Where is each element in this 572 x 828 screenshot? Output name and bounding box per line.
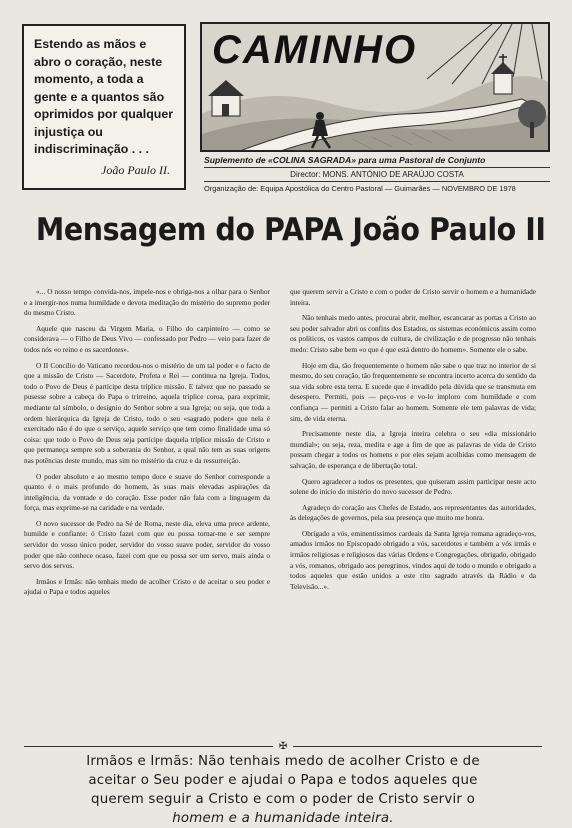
paragraph: Aquele que nasceu da Virgem Maria, o Filho do carpinteiro — como se considerava — o Filho de Deus Vivo — confessado por Pedro — veio para fazer de todos nós «o reino e os sacerdotes».: [24, 323, 270, 354]
paragraph: Não tenhais medo antes, procurai abrir, melhor, escancarar as portas a Cristo ao seu poder salvador abri os confins dos Estados, os sistemas económicos assim como os políticos, os vastos campos de cultura, de civilização e de progresso não tenhais medo: Cristo sabe bem «o que é que está dentro do homem». Somente ele o sabe.: [290, 313, 536, 354]
paragraph: Obrigado a vós, eminentíssimos cardeais da Santa Igreja romana agradeço-vos, amados irmãos no Episcopado obrigado a vós, sacerdotes e também a vós irmãs e irmãos religiosas e religiosos das várias Ordens e Congregações, obrigado, obrigado a vós, romanos, obrigado aos peregrinos, vindos aqui de todo o mundo e obrigado a todos aqueles que estão unidos a este rito sagrado através da Rádio e da Televisão...».: [290, 528, 537, 591]
article-column-1: [24, 287, 270, 603]
paragraph: Hoje em dia, tão frequentemente o homem não sabe o que traz no interior de si mesmo, do seu coração, tão frequentemente se encontra incerto acerca do sentido da sua vida sobre esta terra. E sucede que é invadido pela dúvida que se transmuta em desespero. Permiti, pois — peço-vos e vo-lo imploro com humildade e com confiança — permiti a Cristo falar ao homem. Somente ele tem palavras de vida; sim, de vida eterna.: [290, 360, 536, 423]
paragraph: O poder absoluto e ao mesmo tempo doce e suave do Senhor corresponde a quanto é o mais profundo do homem, às suas mais elevadas aspirações da inteligência, da vontade e do coração. Esse poder não fala com a linguagem da força, mas exprime-se na caridade e na verdade.: [24, 471, 270, 513]
masthead: [200, 22, 550, 152]
paragraph: que querem servir a Cristo e com o poder de Cristo servir o homem e a humanidade inteira.: [290, 287, 536, 307]
pope-quote-box: [22, 24, 186, 190]
pull-quote-line: querem seguir a Cristo e com o poder de Cristo servir o: [91, 792, 475, 807]
paragraph: O II Concílio do Vaticano recordou-nos o mistério de um tal poder e o facto de que a missão de Cristo — Sacerdote, Profeta e Rei — continua na Igreja. Todos, todo o Povo de Deus é partícipe desta tríplice missão. E talvez que no passado se pusesse sobre a cabeça do Papa o trirreino, aquela tríplice coroa, para exprimir, mediante tal símbolo, o desígnio do Senhor sobre a sua Igreja; ou seja, que toda a ordem hierárquica da Igreja de Cristo, todo o seu «sagrado poder» que nela é exercitado não é do que o serviço, aquele serviço que tem como finalidade uma só coisa: que todo o Povo de Deus seja partícipe daquela tríplice missão de Cristo e que permaneça sempre sob a soberania do Senhor, a qual não tem as suas origens nas potências deste mundo, mas sim no mistério da cruz e da ressurreição.: [24, 360, 270, 465]
director-line: Director: MONS. ANTÓNIO DE ARAÚJO COSTA: [290, 170, 464, 179]
supplement-line: Suplemento de «COLINA SAGRADA» para uma Pastoral de Conjunto: [204, 155, 486, 165]
pull-quote-line: aceitar o Seu poder e ajudai o Papa e todos aqueles que: [88, 773, 478, 788]
paragraph: Quero agradecer a todos os presentes, que quiseram assim participar neste acto solene do início do mistério do novo sucessor de Pedro.: [290, 476, 536, 497]
paragraph: Agradeço do coração aos Chefes de Estado, aos representantes das autoridades, às delegações de governos, pela sua presença que muito me honra.: [290, 502, 536, 523]
section-divider: [24, 741, 542, 752]
headline: Mensagem do PAPA João Paulo II: [35, 212, 546, 248]
masthead-title: CAMINHO: [212, 28, 418, 72]
paragraph: O novo sucessor de Pedro na Sé de Roma, neste dia, eleva uma prece ardente, humilde e confiante: ó Cristo fazei com que eu possa tornar-me e ser sempre servidor do vosso único poder, servidor do vosso suave poder, servidor do vosso poder que não conhece ocaso, fazei com que eu possa ser um servo, mais ainda o servo dos servos.: [24, 518, 270, 571]
organization-line: Organização de: Equipa Apostólica do Centro Pastoral — Guimarães — NOVEMBRO DE 1978: [204, 184, 516, 193]
paragraph: Irmãos e Irmãs: não tenhais medo de acolher Cristo e de aceitar o seu poder e ajudai o Papa e todos aqueles: [24, 576, 270, 597]
pull-quote: [18, 752, 548, 828]
paragraph: «... O nosso tempo convida-nos, impele-nos e obriga-nos a olhar para o Senhor e a imergir-nos numa humildade e devota meditação do mistério do supremo poder do mesmo Cristo.: [24, 287, 270, 318]
rule: [204, 181, 550, 182]
cross-icon: ✠: [278, 741, 288, 752]
pope-quote-text: Estendo as mãos e abro o coração, neste momento, a toda a gente e a quantos são oprimidos por qualquer injustiça ou indiscriminação . . .: [34, 37, 174, 156]
pull-quote-line: homem e a humanidade inteira.: [172, 811, 394, 826]
article-column-2: [290, 287, 536, 597]
paragraph: Precisamente neste dia, a Igreja inteira celebra o seu «dia missionário mundial»; ou seja, reza, medita e age a fim de que as palavras de vida de Cristo possam chegar a todos os homens e por eles sejam acolhidas como mensagem de salvação, de esperança e de libertação total.: [290, 429, 536, 470]
pull-quote-line: Irmãos e Irmãs: Não tenhais medo de acolher Cristo e de: [86, 754, 480, 769]
rule: [204, 167, 550, 168]
pope-quote-author: João Paulo II.: [101, 162, 170, 177]
